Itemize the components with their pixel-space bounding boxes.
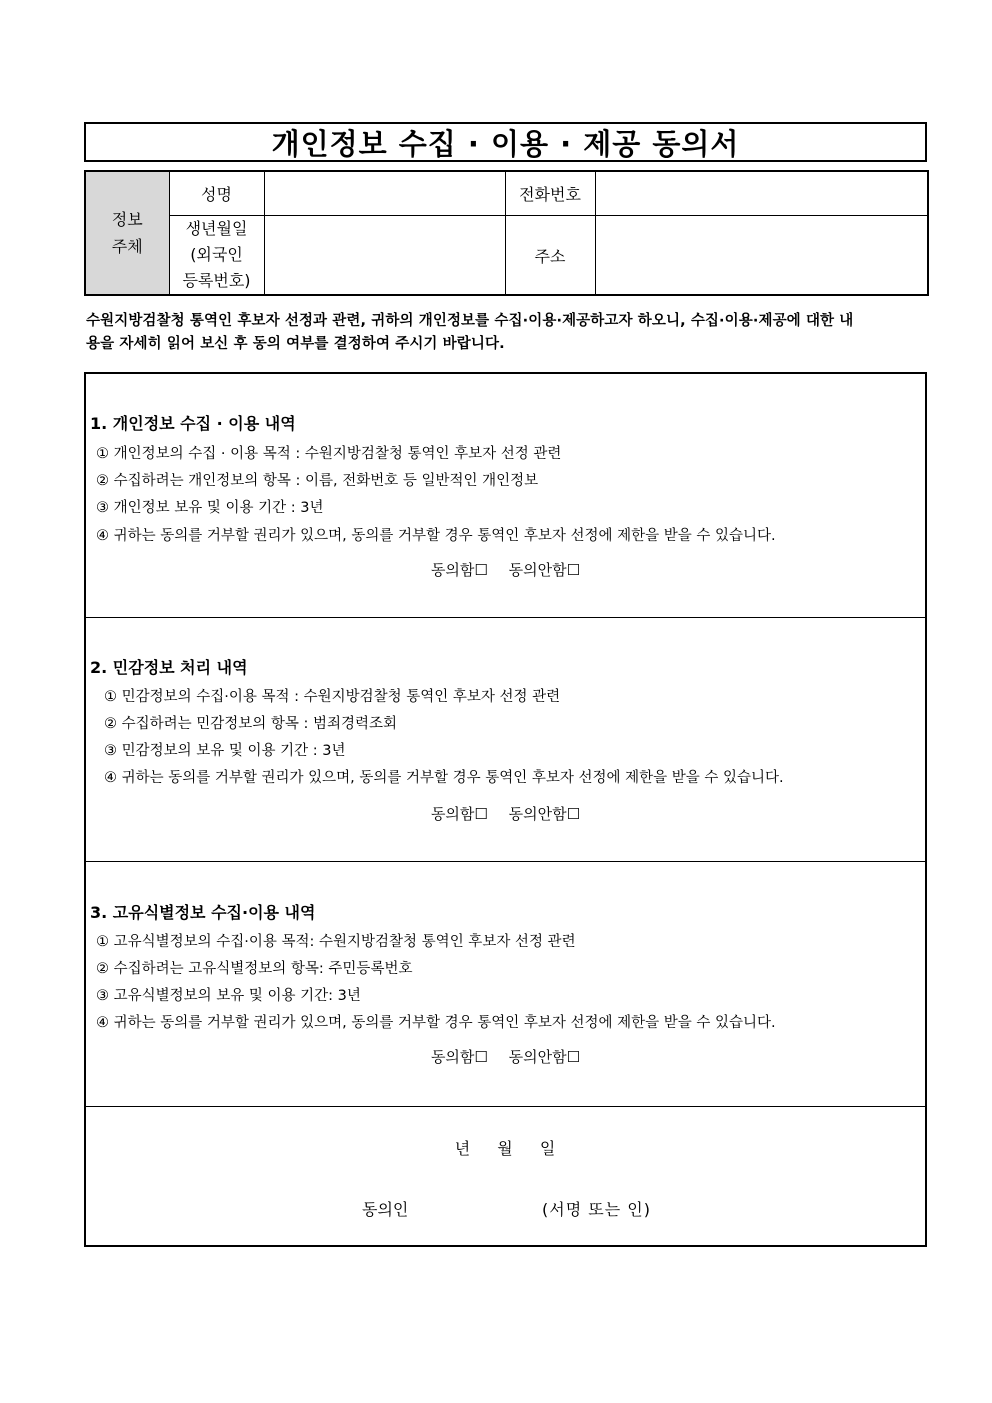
intro-paragraph (86, 310, 926, 356)
phone-label: 전화번호 (505, 171, 595, 216)
agree-checkbox[interactable]: 동의함☐ (430, 805, 488, 823)
intro-line-2: 용을 자세히 읽어 보신 후 동의 여부를 결정하여 주시기 바랍니다. (86, 336, 505, 352)
section-title: 1. 개인정보 수집 · 이용 내역 (90, 414, 296, 433)
date-row (86, 1136, 925, 1159)
section-item: ④ 귀하는 동의를 거부할 권리가 있으며, 동의를 거부할 경우 통역인 후보자 선정에 제한을 받을 수 있습니다. (96, 528, 776, 544)
dob-field[interactable] (264, 216, 505, 296)
section-item: ① 고유식별정보의 수집·이용 목적: 수원지방검찰청 통역인 후보자 선정 관련 (96, 934, 576, 950)
section-sensitive-info (86, 618, 925, 862)
section-title: 2. 민감정보 처리 내역 (90, 658, 248, 677)
disagree-checkbox[interactable]: 동의안함☐ (508, 805, 581, 823)
subject-info-table (84, 170, 929, 296)
section-item: ② 수집하려는 민감정보의 항목 : 범죄경력조회 (104, 716, 398, 732)
address-field[interactable] (595, 216, 928, 296)
section-item: ② 수집하려는 개인정보의 항목 : 이름, 전화번호 등 일반적인 개인정보 (96, 473, 539, 489)
agree-row (86, 1046, 925, 1067)
signer-label: 동의인 (362, 1200, 409, 1219)
document-title: 개인정보 수집 · 이용 · 제공 동의서 (271, 126, 740, 161)
consent-box (84, 372, 927, 1247)
dob-label-line2: (외국인 (190, 245, 243, 264)
dob-label-line3: 등록번호) (182, 271, 251, 290)
day-label[interactable]: 일 (539, 1139, 557, 1158)
month-label[interactable]: 월 (497, 1139, 514, 1158)
section-item: ① 개인정보의 수집 · 이용 목적 : 수원지방검찰청 통역인 후보자 선정 관련 (96, 446, 562, 462)
section-unique-id-info (86, 862, 925, 1107)
section-item: ① 민감정보의 수집·이용 목적 : 수원지방검찰청 통역인 후보자 선정 관련 (104, 689, 561, 705)
section-item: ④ 귀하는 동의를 거부할 권리가 있으며, 동의를 거부할 경우 통역인 후보자 선정에 제한을 받을 수 있습니다. (96, 1015, 776, 1031)
agree-checkbox[interactable]: 동의함☐ (430, 1048, 488, 1066)
intro-line-1: 수원지방검찰청 통역인 후보자 선정과 관련, 귀하의 개인정보를 수집·이용·제공하고자 하오니, 수집·이용·제공에 대한 내 (86, 313, 854, 329)
agree-row (86, 803, 925, 824)
name-label: 성명 (169, 171, 264, 216)
subject-label-line1: 정보 (111, 210, 143, 229)
dob-label-line1: 생년월일 (185, 219, 248, 238)
name-field[interactable] (264, 171, 505, 216)
section-item: ③ 고유식별정보의 보유 및 이용 기간: 3년 (96, 988, 361, 1004)
section-item: ④ 귀하는 동의를 거부할 권리가 있으며, 동의를 거부할 경우 통역인 후보자 선정에 제한을 받을 수 있습니다. (104, 770, 784, 786)
section-item: ③ 개인정보 보유 및 이용 기간 : 3년 (96, 500, 324, 516)
section-personal-info (86, 374, 925, 618)
subject-label-line2: 주체 (111, 237, 143, 256)
section-item: ③ 민감정보의 보유 및 이용 기간 : 3년 (104, 743, 346, 759)
document-title-box (84, 122, 927, 162)
signature-field[interactable]: (서명 또는 인) (542, 1200, 651, 1219)
section-item: ② 수집하려는 고유식별정보의 항목: 주민등록번호 (96, 961, 413, 977)
subject-label (85, 171, 169, 295)
agree-checkbox[interactable]: 동의함☐ (430, 561, 488, 579)
disagree-checkbox[interactable]: 동의안함☐ (508, 1048, 581, 1066)
agree-row (86, 559, 925, 580)
address-label: 주소 (505, 216, 595, 296)
disagree-checkbox[interactable]: 동의안함☐ (508, 561, 581, 579)
year-label[interactable]: 년 (454, 1139, 472, 1158)
phone-field[interactable] (595, 171, 928, 216)
section-title: 3. 고유식별정보 수집·이용 내역 (90, 903, 316, 922)
dob-label (169, 216, 264, 296)
